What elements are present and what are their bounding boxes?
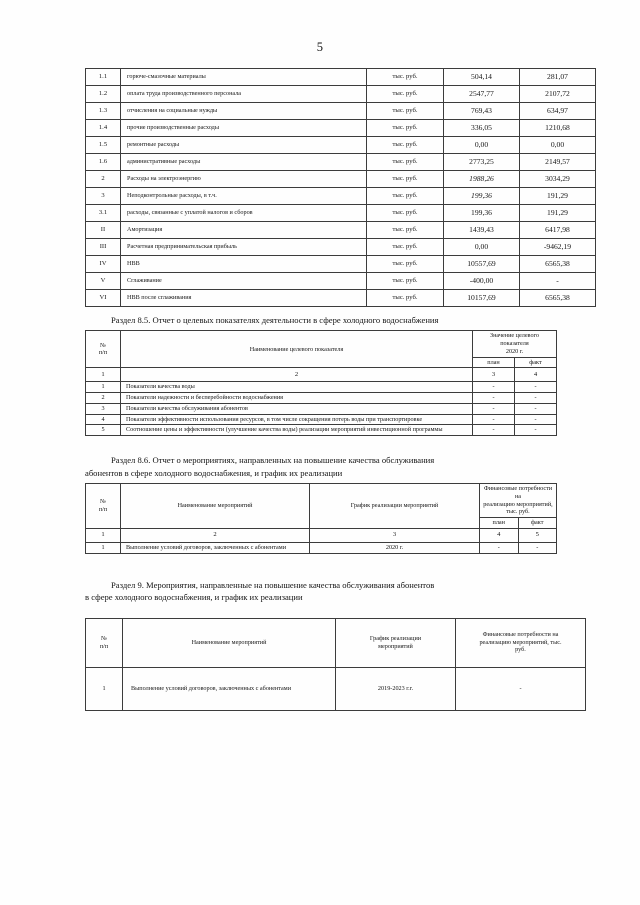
table-header-row: [86, 618, 586, 667]
row-number: 3: [86, 403, 121, 414]
section-9-heading-line2: в сфере холодного водоснабжения, и график их реализации: [85, 592, 303, 603]
row-name: Расходы на электроэнергию: [121, 171, 367, 188]
row-name: прочие производственные расходы: [121, 120, 367, 137]
colnum-1: 1: [86, 368, 121, 382]
row-plan: 10157,69: [444, 290, 520, 307]
header-schedule: [336, 618, 456, 667]
table-row: [86, 382, 557, 393]
table-header-row: [86, 331, 557, 357]
row-indicator: Показатели качества воды: [121, 382, 473, 393]
row-unit: тыс. руб.: [367, 137, 444, 154]
table-row: [86, 425, 557, 436]
table-row: [86, 414, 557, 425]
target-indicators-table: [85, 330, 557, 436]
row-unit: тыс. руб.: [367, 188, 444, 205]
row-fact: -: [515, 425, 557, 436]
row-indicator: Показатели надежности и бесперебойности водоснабжения: [121, 393, 473, 404]
table-row: [86, 542, 557, 553]
header-plan: план: [480, 518, 519, 529]
row-number: II: [86, 222, 121, 239]
row-measure: Выполнение условий договоров, заключенных с абонентами: [123, 667, 336, 710]
header-finance-line3: руб.: [515, 646, 526, 654]
row-number: V: [86, 273, 121, 290]
row-plan: 504,14: [444, 69, 520, 86]
row-fact: 3034,29: [520, 171, 596, 188]
table-row: [86, 120, 596, 137]
measures-2019-2023-body: [86, 618, 586, 710]
row-number: 1.5: [86, 137, 121, 154]
row-indicator: Показатели качества обслуживания абонентов: [121, 403, 473, 414]
document-content: [85, 68, 572, 711]
row-number: 2: [86, 393, 121, 404]
header-finance-line2: реализацию мероприятий, тыс.: [479, 638, 562, 646]
row-unit: тыс. руб.: [367, 290, 444, 307]
row-fact: 1210,68: [520, 120, 596, 137]
row-plan: 10557,69: [444, 256, 520, 273]
spacer: [85, 436, 557, 447]
row-number: IV: [86, 256, 121, 273]
header-measure-name: Наименование мероприятий: [121, 484, 310, 529]
section-8-5-heading: [85, 314, 557, 326]
header-plan: план: [473, 357, 515, 368]
row-fact: 2107,72: [520, 86, 596, 103]
row-number: 3: [86, 188, 121, 205]
section-9-heading-line1: Раздел 9. Мероприятия, направленные на повышение качества обслуживания абонентов: [111, 579, 435, 590]
row-unit: тыс. руб.: [367, 154, 444, 171]
header-schedule-line1: График реализации: [369, 634, 422, 642]
header-finance-line1: Финансовые потребности на: [482, 630, 559, 638]
row-number: 2: [86, 171, 121, 188]
row-plan: -400,00: [444, 273, 520, 290]
row-fact: -: [515, 403, 557, 414]
table-colnum-row: [86, 368, 557, 382]
row-name: НВВ: [121, 256, 367, 273]
cost-table-body: [86, 69, 596, 307]
row-fact: 2149,57: [520, 154, 596, 171]
row-fact: 634,97: [520, 103, 596, 120]
row-number: VI: [86, 290, 121, 307]
row-plan: -: [473, 382, 515, 393]
row-name: расходы, связанные с уплатой налогов и сборов: [121, 205, 367, 222]
row-fact: 191,29: [520, 205, 596, 222]
row-unit: тыс. руб.: [367, 256, 444, 273]
row-number: 1.3: [86, 103, 121, 120]
header-finance-line1: Финансовые потребности на: [483, 485, 553, 500]
table-row: [86, 188, 596, 205]
row-indicator: Соотношение цены и эффективности (улучшение качества воды) реализации мероприятий инвестиционной программы: [121, 425, 473, 436]
row-plan: -: [480, 542, 519, 553]
row-plan: -: [473, 425, 515, 436]
header-finance-line3: тыс. руб.: [506, 508, 530, 516]
table-row: [86, 222, 596, 239]
row-name: горюче-смазочные материалы: [121, 69, 367, 86]
row-finance: -: [456, 667, 586, 710]
table-row: [86, 393, 557, 404]
row-plan: 2773,25: [444, 154, 520, 171]
row-unit: тыс. руб.: [367, 69, 444, 86]
table-colnum-row: [86, 528, 557, 542]
row-measure: Выполнение условий договоров, заключенных с абонентами: [121, 542, 310, 553]
row-unit: тыс. руб.: [367, 205, 444, 222]
row-plan: 199,36: [444, 205, 520, 222]
colnum-4: 4: [515, 368, 557, 382]
colnum-3: 3: [473, 368, 515, 382]
header-value-line2: 2020 г.: [505, 347, 524, 355]
row-unit: тыс. руб.: [367, 86, 444, 103]
row-plan: 2547,77: [444, 86, 520, 103]
header-number: [86, 331, 121, 368]
row-number: 1.2: [86, 86, 121, 103]
table-row: [86, 69, 596, 86]
row-fact: -: [515, 414, 557, 425]
row-plan: 0,00: [444, 137, 520, 154]
page-number: 5: [316, 40, 324, 54]
section-8-6-heading-line1: Раздел 8.6. Отчет о мероприятиях, направленных на повышение качества обслуживания: [111, 455, 435, 466]
table-row: [86, 86, 596, 103]
row-plan: -: [473, 393, 515, 404]
header-number-line1: №: [100, 498, 106, 506]
header-measure-name: Наименование мероприятий: [123, 618, 336, 667]
row-number: 3.1: [86, 205, 121, 222]
row-number: 4: [86, 414, 121, 425]
header-finance: [456, 618, 586, 667]
row-fact: 0,00: [520, 137, 596, 154]
row-number: 1.4: [86, 120, 121, 137]
row-name: Сглаживание: [121, 273, 367, 290]
colnum-5: 5: [518, 528, 557, 542]
header-value-line1: Значение целевого показателя: [489, 332, 540, 348]
row-fact: 191,29: [520, 188, 596, 205]
header-finance: [480, 484, 557, 518]
row-indicator: Показатели эффективности использования ресурсов, в том числе сокращения потерь воды при транспортировке: [121, 414, 473, 425]
row-unit: тыс. руб.: [367, 171, 444, 188]
table-row: [86, 103, 596, 120]
row-name: НВВ после сглаживания: [121, 290, 367, 307]
header-number-line1: №: [101, 634, 107, 642]
colnum-2: 2: [121, 528, 310, 542]
row-fact: 6565,38: [520, 256, 596, 273]
header-schedule-line2: мероприятий: [378, 642, 413, 650]
colnum-3: 3: [310, 528, 480, 542]
header-number-line2: п/п: [98, 505, 108, 513]
cost-structure-table: [85, 68, 596, 307]
colnum-4: 4: [480, 528, 519, 542]
header-indicator-name: Наименование целевого показателя: [121, 331, 473, 368]
header-schedule: График реализации мероприятий: [310, 484, 480, 529]
row-number: 1.6: [86, 154, 121, 171]
row-number: 1: [86, 542, 121, 553]
row-plan: 769,43: [444, 103, 520, 120]
row-name: Неподконтрольные расходы, в т.ч.: [121, 188, 367, 205]
row-schedule: 2020 г.: [310, 542, 480, 553]
table-row: [86, 171, 596, 188]
row-fact: 281,07: [520, 69, 596, 86]
target-indicators-body: [86, 331, 557, 436]
row-unit: тыс. руб.: [367, 273, 444, 290]
spacer: [85, 608, 557, 618]
row-fact: -: [520, 273, 596, 290]
row-number: 1: [86, 382, 121, 393]
row-name: Расчетная предпринимательская прибыль: [121, 239, 367, 256]
measures-2020-body: [86, 484, 557, 554]
row-plan: 336,05: [444, 120, 520, 137]
row-plan: -: [473, 403, 515, 414]
row-number: 1: [86, 667, 123, 710]
table-row: [86, 667, 586, 710]
table-row: [86, 137, 596, 154]
header-number-line2: п/п: [99, 642, 109, 650]
row-fact: -: [518, 542, 557, 553]
section-9-heading: [85, 579, 557, 604]
table-row: [86, 205, 596, 222]
table-row: [86, 239, 596, 256]
section-8-6-heading: [85, 454, 557, 479]
row-unit: тыс. руб.: [367, 103, 444, 120]
header-indicator-value: [473, 331, 557, 357]
row-name: Амортизация: [121, 222, 367, 239]
colnum-2: 2: [121, 368, 473, 382]
header-finance-line2: реализацию мероприятий,: [483, 500, 553, 508]
section-8-5-heading-text: Раздел 8.5. Отчет о целевых показателях деятельности в сфере холодного водоснабжения: [111, 315, 439, 325]
measures-2020-table: [85, 483, 557, 554]
row-number: III: [86, 239, 121, 256]
row-schedule: 2019-2023 г.г.: [336, 667, 456, 710]
row-plan: 0,00: [444, 239, 520, 256]
table-row: [86, 403, 557, 414]
table-row: [86, 256, 596, 273]
row-name: оплата труда производственного персонала: [121, 86, 367, 103]
section-8-6-heading-line2: абонентов в сфере холодного водоснабжения, и график их реализации: [85, 467, 343, 478]
header-number: [86, 618, 123, 667]
header-number-line2: п/п: [98, 349, 108, 357]
table-header-row: [86, 484, 557, 518]
header-number-line1: №: [100, 341, 106, 349]
row-fact: -: [515, 393, 557, 404]
row-unit: тыс. руб.: [367, 120, 444, 137]
row-plan: -: [473, 414, 515, 425]
row-plan: 199,36: [444, 188, 520, 205]
row-fact: 6417,98: [520, 222, 596, 239]
row-fact: 6565,38: [520, 290, 596, 307]
row-plan: 1988,26: [444, 171, 520, 188]
row-unit: тыс. руб.: [367, 239, 444, 256]
row-number: 1.1: [86, 69, 121, 86]
table-row: [86, 154, 596, 171]
row-plan: 1439,43: [444, 222, 520, 239]
row-fact: -: [515, 382, 557, 393]
row-unit: тыс. руб.: [367, 222, 444, 239]
row-number: 5: [86, 425, 121, 436]
measures-2019-2023-table: [85, 618, 586, 711]
row-fact: -9462,19: [520, 239, 596, 256]
row-name: ремонтные расходы: [121, 137, 367, 154]
spacer: [85, 554, 557, 572]
colnum-1: 1: [86, 528, 121, 542]
row-name: отчисления на социальные нужды: [121, 103, 367, 120]
row-name: административные расходы: [121, 154, 367, 171]
header-number: [86, 484, 121, 529]
header-fact: факт: [518, 518, 557, 529]
table-row: [86, 290, 596, 307]
table-row: [86, 273, 596, 290]
header-fact: факт: [515, 357, 557, 368]
